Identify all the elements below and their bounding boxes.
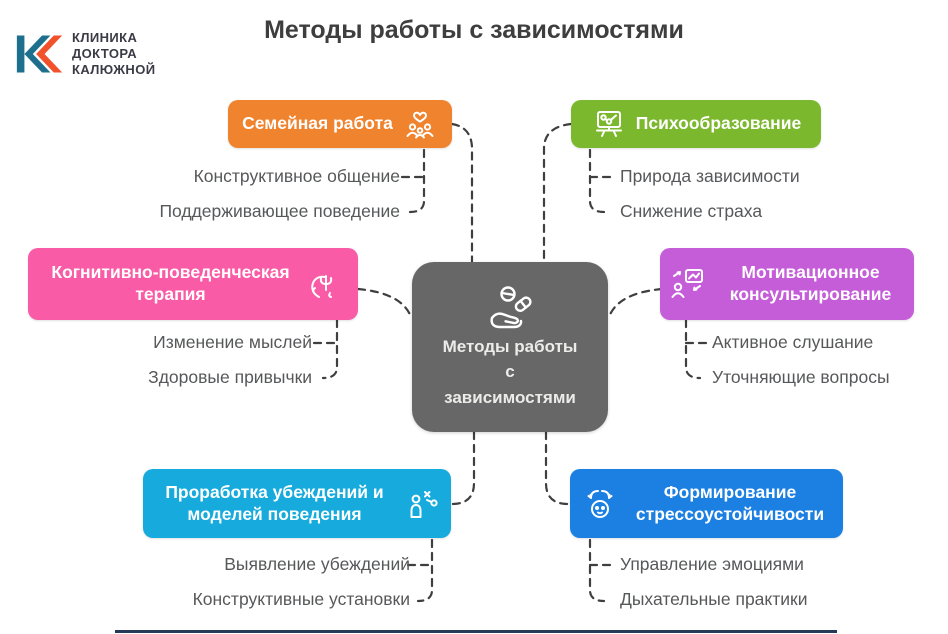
branch-family-label: Семейная работа bbox=[242, 113, 393, 134]
link-motivation-center bbox=[609, 289, 662, 317]
sub-item[interactable]: Выявление убеждений bbox=[224, 554, 410, 574]
link-family-items bbox=[410, 150, 424, 212]
link-center-stress bbox=[546, 432, 568, 504]
link-beliefs-items bbox=[418, 540, 432, 601]
page-title: Методы работы с зависимостями bbox=[264, 16, 684, 44]
sub-item[interactable]: Конструктивные установки bbox=[192, 589, 410, 609]
branch-cbt[interactable] bbox=[28, 248, 358, 320]
sub-item[interactable]: Природа зависимости bbox=[620, 166, 800, 186]
sub-item[interactable]: Изменение мыслей bbox=[153, 332, 312, 352]
link-motivation-items bbox=[686, 320, 700, 378]
sub-item[interactable]: Дыхательные практики bbox=[620, 589, 808, 609]
link-cbt-center bbox=[358, 289, 411, 317]
branch-psychoeducation-label: Психообразование bbox=[635, 113, 802, 134]
hand-pills-icon bbox=[482, 284, 538, 334]
psi-mind-icon bbox=[306, 266, 342, 302]
motivation-dialog-icon bbox=[669, 265, 707, 303]
psychoeducation-board-icon bbox=[591, 106, 627, 142]
branch-beliefs[interactable] bbox=[143, 469, 451, 538]
center-node[interactable] bbox=[412, 262, 608, 432]
link-stress-items bbox=[590, 540, 604, 601]
family-heart-icon bbox=[402, 106, 438, 142]
center-label-line3: зависимостями bbox=[444, 387, 576, 407]
logo-line-1: КЛИНИКА bbox=[72, 30, 138, 45]
branch-family[interactable] bbox=[228, 100, 452, 148]
center-node-label bbox=[443, 334, 578, 411]
logo-line-3: КАЛЮЖНОЙ bbox=[72, 62, 156, 77]
sub-item[interactable]: Здоровые привычки bbox=[148, 367, 312, 387]
branch-stress-items bbox=[620, 547, 807, 617]
branch-motivation[interactable] bbox=[660, 248, 914, 320]
link-cbt-items bbox=[323, 320, 337, 378]
link-family-center bbox=[452, 124, 472, 262]
branch-motivation-label: Мотивационное консультирование bbox=[729, 262, 892, 304]
branch-cbt-label: Когнитивно-поведенческая терапия bbox=[51, 262, 290, 304]
branch-stress[interactable] bbox=[570, 469, 843, 538]
sub-item[interactable]: Активное слушание bbox=[712, 332, 874, 352]
sub-item[interactable]: Управление эмоциями bbox=[620, 554, 804, 574]
sub-item[interactable]: Поддерживающее поведение bbox=[159, 201, 400, 221]
behavior-strategy-icon bbox=[404, 486, 440, 522]
sub-item[interactable]: Конструктивное общение bbox=[193, 166, 400, 186]
bottom-divider bbox=[115, 630, 837, 633]
branch-beliefs-items bbox=[193, 547, 410, 617]
logo-line-2: ДОКТОРА bbox=[72, 46, 138, 61]
link-center-beliefs bbox=[452, 432, 474, 504]
branch-motivation-items bbox=[712, 325, 890, 395]
branch-cbt-items bbox=[148, 325, 312, 395]
link-psychoeducation-items bbox=[590, 150, 604, 212]
center-label-line2: с bbox=[505, 362, 515, 382]
center-label-line1: Методы работы bbox=[442, 336, 578, 356]
sub-item[interactable]: Снижение страха bbox=[620, 201, 763, 221]
link-psychoeducation-center bbox=[544, 124, 571, 262]
branch-family-items bbox=[159, 159, 400, 229]
branch-beliefs-label: Проработка убеждений и моделей поведения bbox=[165, 481, 384, 524]
branch-psychoeducation[interactable] bbox=[571, 100, 821, 148]
sub-item[interactable]: Уточняющие вопросы bbox=[712, 367, 890, 387]
stress-face-icon bbox=[581, 485, 619, 523]
branch-stress-label: Формирование стрессоустойчивости bbox=[635, 481, 825, 524]
branch-psychoeducation-items bbox=[620, 159, 800, 229]
